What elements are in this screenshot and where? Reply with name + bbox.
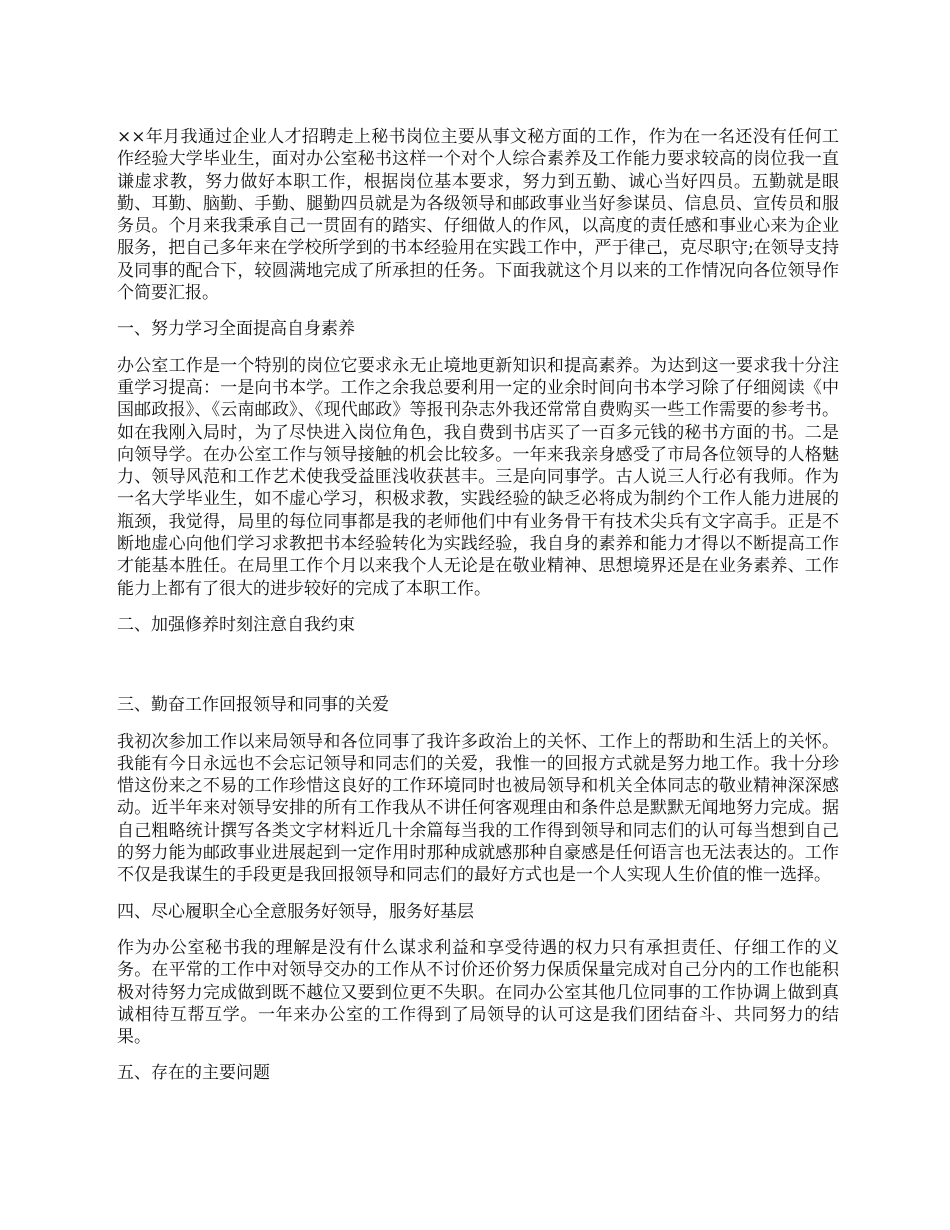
section-5-heading: 五、存在的主要问题 [117, 1063, 270, 1084]
section-1-paragraph: 办公室工作是一个特别的岗位它要求永无止境地更新知识和提高素养。为达到这一要求我十分注重学习提高：一是向书本学。工作之余我总要利用一定的业余时间向书本学习除了仔细阅读《中国邮政报》、《云南邮政》、《现代邮政》等报刊杂志外我还常常自费购买一些工作需要的参考书。如在我刚入局时，为了尽快进入岗位角色，我自费到书店买了一百多元钱的秘书方面的书。二是向领导学。在办公室工作与领导接触的机会比较多。一年来我亲身感受了市局各位领导的人格魅力、领导风范和工作艺术使我受益匪浅收获甚丰。三是向同事学。古人说三人行必有我师。作为一名大学毕业生，如不虚心学习，积极求教，实践经验的缺乏必将成为制约个工作人能力进展的瓶颈，我觉得，局里的每位同事都是我的老师他们中有业务骨干有技术尖兵有文字高手。正是不断地虚心向他们学习求教把书本经验转化为实践经验，我自身的素养和能力才得以不断提高工作才能基本胜任。在局里工作个月以来我个人无论是在敬业精神、思想境界还是在业务素养、工作能力上都有了很大的进步较好的完成了本职工作。 [117, 355, 839, 599]
section-3-paragraph: 我初次参加工作以来局领导和各位同事了我许多政治上的关怀、工作上的帮助和生活上的关怀。我能有今日永远也不会忘记领导和同志们的关爱，我惟一的回报方式就是努力地工作。我十分珍惜这份来之不易的工作珍惜这良好的工作环境同时也被局领导和机关全体同志的敬业精神深深感动。近半年来对领导安排的所有工作我从不讲任何客观理由和条件总是默默无闻地努力完成。据自己粗略统计撰写各类文字材料近几十余篇每当我的工作得到领导和同志们的认可每当想到自己的努力能为邮政事业进展起到一定作用时那种成就感那种自豪感是任何语言也无法表达的。工作不仅是我谋生的手段更是我回报领导和同志们的最好方式也是一个人实现人生价值的惟一选择。 [117, 731, 839, 886]
section-3-heading: 三、勤奋工作回报领导和同事的关爱 [117, 695, 389, 716]
section-1-heading: 一、努力学习全面提高自身素养 [117, 319, 355, 340]
document-page [117, 126, 839, 1099]
section-4-paragraph: 作为办公室秘书我的理解是没有什么谋求利益和享受待遇的权力只有承担责任、仔细工作的义务。在平常的工作中对领导交办的工作从不讨价还价努力保质保量完成对自己分内的工作也能积极对待努力完成做到既不越位又要到位更不失职。在同办公室其他几位同事的工作协调上做到真诚相待互帮互学。一年来办公室的工作得到了局领导的认可这是我们团结奋斗、共同努力的结果。 [117, 937, 839, 1048]
section-2-heading: 二、加强修养时刻注意自我约束 [117, 614, 355, 635]
section-4-heading: 四、尽心履职全心全意服务好领导，服务好基层 [117, 901, 474, 922]
intro-paragraph: ××年月我通过企业人才招聘走上秘书岗位主要从事文秘方面的工作，作为在一名还没有任何工作经验大学毕业生，面对办公室秘书这样一个对个人综合素养及工作能力要求较高的岗位我一直谦虚求教，努力做好本职工作，根据岗位基本要求，努力到五勤、诚心当好四员。五勤就是眼勤、耳勤、脑勤、手勤、腿勤四员就是为各级领导和邮政事业当好参谋员、信息员、宣传员和服务员。个月来我秉承自己一贯固有的踏实、仔细做人的作风，以高度的责任感和事业心来为企业服务，把自己多年来在学校所学到的书本经验用在实践工作中，严于律己，克尽职守;在领导支持及同事的配合下，较圆满地完成了所承担的任务。下面我就这个月以来的工作情况向各位领导作个简要汇报。 [117, 127, 839, 304]
